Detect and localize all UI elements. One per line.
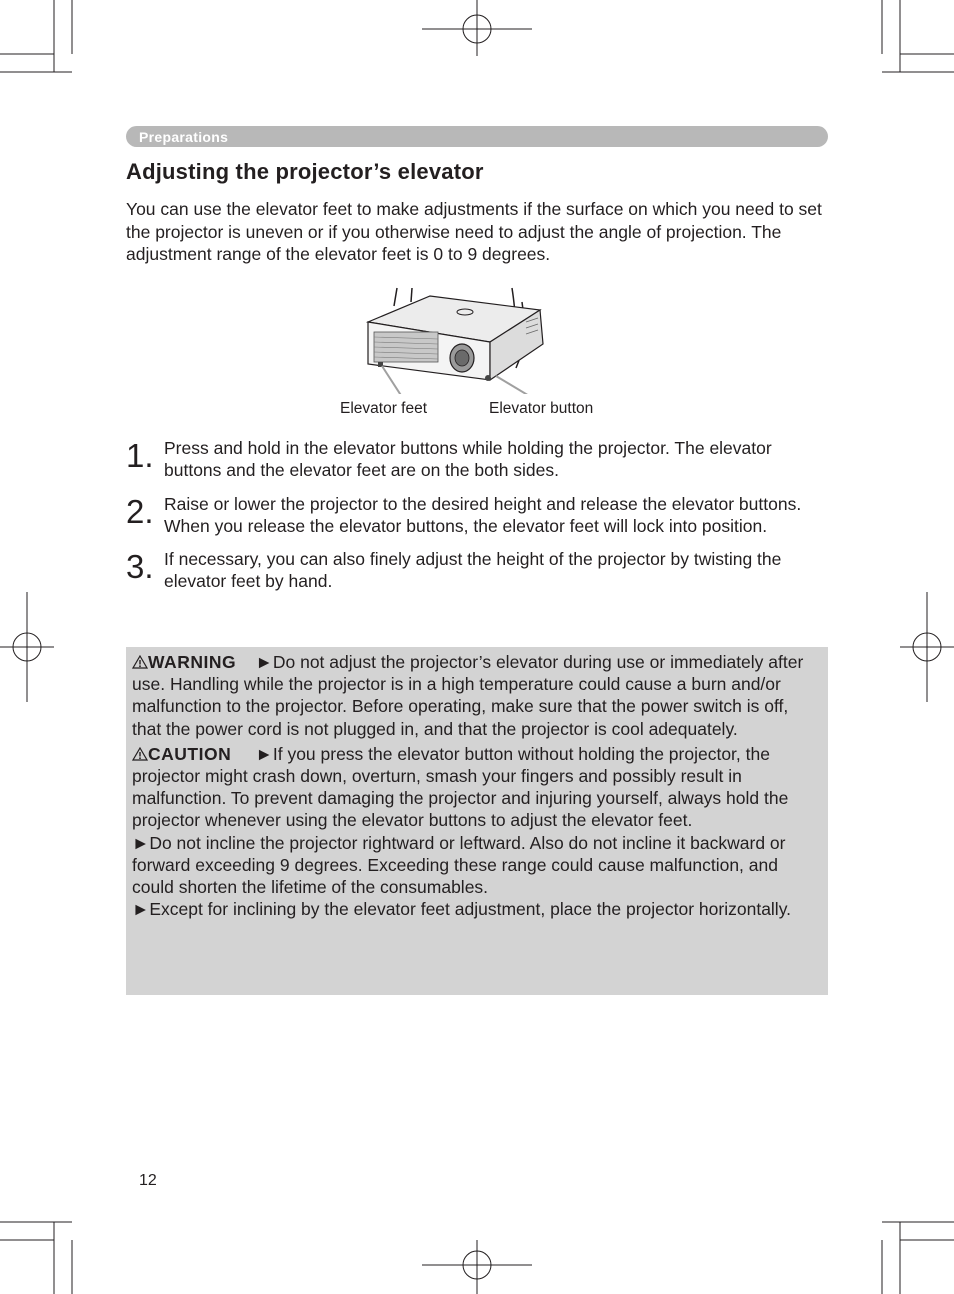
step-number: 2. [126, 492, 154, 530]
caution-keyword: CAUTION [148, 743, 232, 764]
warning-text: ►Do not adjust the projector’s elevator during use or immediately after use. Handling while the projector is in a high temperature could cause a burn and/or malfunction to the projector. Before operating, make sure that the power switch is off, that the power cord is not plugged in, and that the projector is cool adequately. [132, 652, 804, 739]
step-item [126, 548, 832, 593]
caution-paragraph [132, 743, 822, 832]
page-title: Adjusting the projector’s elevator [126, 159, 484, 184]
label-elevator-feet: Elevator feet [340, 400, 428, 417]
step-item [126, 493, 832, 538]
caution-text-2: ►Do not incline the projector rightward or leftward. Also do not incline it backward or forward exceeding 9 degrees. Exceeding these range could cause malfunction, and could shorten the lifetime of the consumables. [132, 832, 786, 898]
step-number: 1. [126, 437, 154, 474]
projector-illustration [340, 284, 630, 394]
caution-text: ►If you press the elevator button without holding the projector, the projector might crash down, overturn, smash your fingers and possibly result in malfunction. To prevent damaging the projector and injuring yourself, always hold the projector whenever using the elevator buttons to adjust the elevator feet. [132, 743, 789, 831]
step-number: 3. [126, 548, 154, 586]
warning-paragraph [132, 651, 822, 740]
section-label: Preparations [139, 129, 229, 145]
safety-notice-box [126, 647, 828, 995]
section-header-bar [126, 126, 828, 147]
steps-list [126, 437, 832, 604]
warning-triangle-icon [132, 655, 148, 669]
intro-paragraph: You can use the elevator feet to make adjustments if the surface on which you need to set the projector is uneven or if you otherwise need to adjust the angle of projection. The adjustment range of the elevator feet is 0 to 9 degrees. [126, 199, 822, 264]
warning-keyword: WARNING [148, 652, 237, 672]
caution-triangle-icon [132, 747, 148, 761]
caution-text-3: ►Except for inclining by the elevator feet adjustment, place the projector horizontally. [132, 899, 792, 920]
step-text: Press and hold in the elevator buttons while holding the projector. The elevator buttons and the elevator feet are on the both sides. [164, 438, 772, 481]
step-text: Raise or lower the projector to the desired height and release the elevator buttons. When you release the elevator buttons, the elevator feet will lock into position. [164, 493, 802, 536]
label-elevator-button: Elevator button [489, 400, 594, 417]
page-number: 12 [139, 1172, 157, 1189]
projector-figure [340, 284, 630, 424]
step-text: If necessary, you can also finely adjust the height of the projector by twisting the elevator feet by hand. [164, 549, 782, 592]
step-item [126, 437, 832, 482]
